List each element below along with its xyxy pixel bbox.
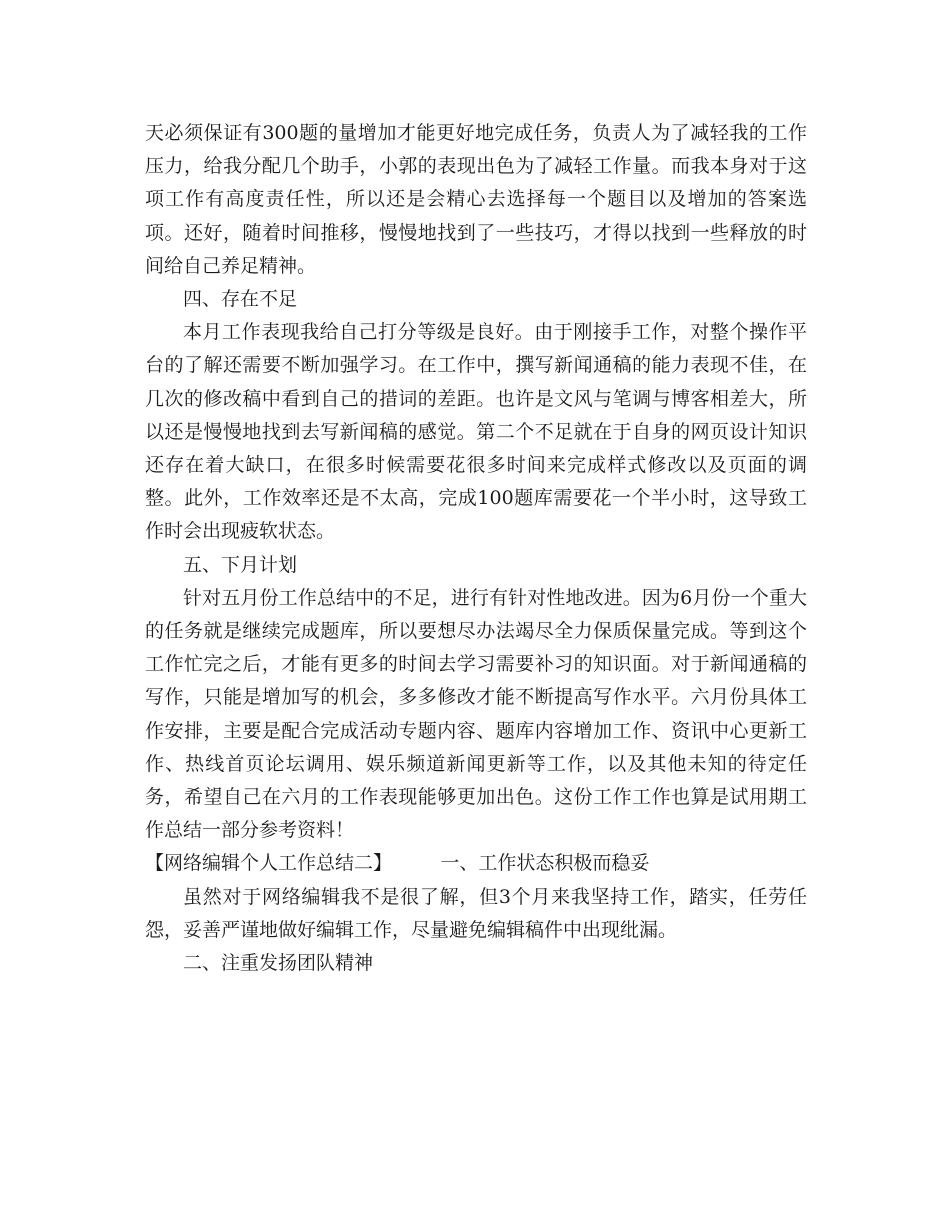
section-title: 【网络编辑个人工作总结二】: [145, 852, 393, 875]
heading-team-spirit: 二、注重发扬团队精神: [183, 952, 374, 975]
document-page: [145, 117, 807, 980]
paragraph-1: 天必须保证有300题的量增加才能更好地完成任务，负责人为了减轻我的工作压力，给我分配几个助手，小郭的表现出色为了减轻工作量。而我本身对于这项工作有高度责任性，所以还是会精心去选择每一个题目以及增加的答案选项。还好，随着时间推移，慢慢地找到了一些技巧，才得以找到一些释放的时间给自己养足精神。: [145, 122, 807, 277]
paragraph-3: 针对五月份工作总结中的不足，进行有针对性地改进。因为6月份一个重大的任务就是继续完成题库，所以要想尽办法竭尽全力保质保量完成。等到这个工作忙完之后，才能有更多的时间去学习需要补习的知识面。对于新闻通稿的写作，只能是增加写的机会，多多修改才能不断提高写作水平。六月份具体工作安排，主要是配合完成活动专题内容、题库内容增加工作、资讯中心更新工作、热线首页论坛调用、娱乐频道新闻更新等工作，以及其他未知的待定任务，希望自己在六月的工作表现能够更加出色。这份工作工作也算是试用期工作总结一部分参考资料！: [145, 586, 807, 842]
section-heading-work-status: 一、工作状态积极而稳妥: [440, 852, 650, 875]
paragraph-2: 本月工作表现我给自己打分等级是良好。由于刚接手工作，对整个操作平台的了解还需要不断加强学习。在工作中，撰写新闻通稿的能力表现不佳，在几次的修改稿中看到自己的措词的差距。也许是文风与笔调与博客相差大，所以还是慢慢地找到去写新闻稿的感觉。第二个不足就在于自身的网页设计知识还存在着大缺口，在很多时候需要花很多时间来完成样式修改以及页面的调整。此外，工作效率还是不太高，完成100题库需要花一个半小时，这导致工作时会出现疲软状态。: [145, 321, 807, 543]
paragraph-4: 虽然对于网络编辑我不是很了解，但3个月来我坚持工作，踏实，任劳任怨，妥善严谨地做好编辑工作，尽量避免编辑稿件中出现纰漏。: [145, 885, 807, 941]
heading-shortcomings: 四、存在不足: [183, 288, 298, 311]
heading-next-month-plan: 五、下月计划: [183, 553, 298, 576]
section-title-line: [145, 847, 807, 880]
